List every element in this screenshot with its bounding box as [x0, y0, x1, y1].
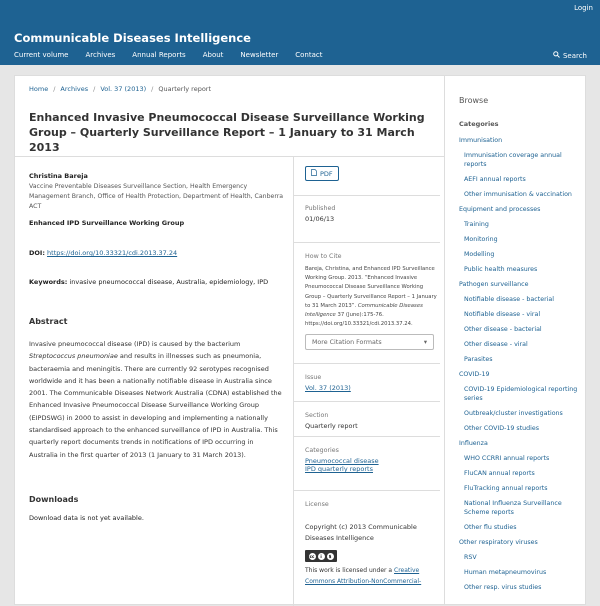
- main-nav: [14, 51, 340, 59]
- category-link[interactable]: Influenza: [459, 440, 488, 447]
- published-date: 01/06/13: [305, 215, 335, 223]
- keywords: [29, 277, 284, 287]
- published-label: Published: [305, 205, 336, 212]
- category-link[interactable]: Pathogen surveillance: [459, 281, 529, 288]
- browse-sidebar: [445, 75, 586, 605]
- section-label: Section: [305, 412, 329, 419]
- subcategory-link[interactable]: Other COVID-19 studies: [464, 425, 540, 432]
- section-block: [293, 401, 440, 436]
- citation-formats-label: More Citation Formats: [312, 338, 382, 346]
- search-label: Search: [562, 51, 587, 60]
- category-link[interactable]: IPD quarterly reports: [305, 465, 373, 473]
- subcategory-link[interactable]: AEFI annual reports: [464, 176, 526, 183]
- categories-block: [293, 436, 440, 490]
- category-link[interactable]: Immunisation: [459, 137, 503, 144]
- license-label: License: [305, 501, 329, 508]
- abstract-text-part: and results in illnesses such as pneumonia, bacteraemia and meningitis. There are currently 92 serotypes recognised worldwide and it has been a nationally notifiable disease in Australia since 2001. The Communicable Diseases Network Australia (CDNA) established the Enhanced Invasive Pneumococcal Disease Surveillance Working Group (EIPDSWG) in 2000 to assist in developing and implementing a nationally standardised approach to the enhanced surveillance of IPD in Australia. This quarterly report documents trends in notifications of IPD occurring in Australia in the first quarter of 2013 (1 January to 31 March 2013).: [29, 352, 282, 459]
- file-icon: [311, 169, 317, 178]
- abstract-text: [29, 338, 284, 461]
- subcategory-link[interactable]: Public health measures: [464, 266, 538, 273]
- category-link[interactable]: Pneumococcal disease: [305, 457, 379, 465]
- breadcrumb-home[interactable]: Home: [29, 85, 49, 93]
- subcategory-link[interactable]: Training: [464, 221, 489, 228]
- breadcrumb-separator: /: [151, 85, 154, 93]
- search-icon: [553, 51, 560, 60]
- category-link[interactable]: COVID-19: [459, 371, 490, 378]
- subcategory-link[interactable]: FluTracking annual reports: [464, 485, 548, 492]
- nc-icon: $: [327, 553, 334, 560]
- subcategory-link[interactable]: Parasites: [464, 356, 493, 363]
- category-list: [459, 136, 581, 598]
- site-title[interactable]: Communicable Diseases Intelligence: [14, 31, 251, 45]
- downloads-text: Download data is not yet available.: [29, 513, 144, 522]
- issue-label: Issue: [305, 374, 322, 381]
- nav-current-volume[interactable]: Current volume: [14, 51, 69, 59]
- citation-journal: Communicable Diseases Intelligence: [305, 302, 423, 319]
- citation-part: 37 (June):175-76. https://doi.org/10.33321/cdi.2013.37.24.: [305, 312, 413, 328]
- license-block: [293, 490, 440, 587]
- subcategory-link[interactable]: Human metapneumovirus: [464, 569, 547, 576]
- subcategory-link[interactable]: Modelling: [464, 251, 495, 258]
- abstract-text-part: Invasive pneumococcal disease (IPD) is caused by the bacterium: [29, 340, 241, 348]
- browse-heading: Browse: [459, 96, 489, 105]
- cite-block: [293, 242, 440, 363]
- nav-newsletter[interactable]: Newsletter: [240, 51, 279, 59]
- nav-about[interactable]: About: [202, 51, 224, 59]
- keywords-label: Keywords:: [29, 278, 68, 286]
- category-link[interactable]: Equipment and processes: [459, 206, 541, 213]
- article-main-column: [29, 172, 284, 522]
- search-link[interactable]: [553, 51, 587, 60]
- license-link[interactable]: Creative Commons Attribution-NonCommercial-: [305, 567, 422, 585]
- cc-icon: cc: [309, 553, 315, 559]
- author-affiliation: Vaccine Preventable Diseases Surveillance Section, Health Emergency Management Branch, Office of Health Protection, Department of Health, Canberra ACT: [29, 183, 284, 210]
- breadcrumb-separator: /: [53, 85, 56, 93]
- downloads-heading: Downloads: [29, 494, 79, 504]
- abstract-species: Streptococcus pneumoniae: [29, 352, 118, 361]
- subcategory-link[interactable]: Notifiable disease - viral: [464, 311, 541, 318]
- subcategory-link[interactable]: FluCAN annual reports: [464, 470, 535, 477]
- subcategory-link[interactable]: RSV: [464, 554, 477, 561]
- article-details-column: [305, 166, 440, 587]
- category-link[interactable]: Other respiratory viruses: [459, 539, 538, 546]
- subcategory-link[interactable]: COVID-19 Epidemiological reporting series: [464, 386, 578, 402]
- doi-link[interactable]: https://doi.org/10.33321/cdi.2013.37.24: [47, 249, 178, 257]
- citation-text: [305, 265, 440, 329]
- subcategory-link[interactable]: Notifiable disease - bacterial: [464, 296, 555, 303]
- breadcrumb-separator: /: [93, 85, 96, 93]
- subcategory-link[interactable]: Monitoring: [464, 236, 498, 243]
- author-group: Enhanced IPD Surveillance Working Group: [29, 219, 185, 227]
- article-title: Enhanced Invasive Pneumococcal Disease Surveillance Working Group – Quarterly Surveillance Report – 1 January to 31 March 2013: [29, 111, 425, 154]
- login-link[interactable]: Login: [574, 4, 593, 12]
- subcategory-link[interactable]: WHO CCRRI annual reports: [464, 455, 550, 462]
- subcategory-link[interactable]: Other disease - viral: [464, 341, 528, 348]
- license-note: [305, 565, 440, 587]
- caret-down-icon: ▾: [423, 338, 427, 346]
- abstract-heading: Abstract: [29, 317, 68, 326]
- section-value: Quarterly report: [305, 422, 358, 430]
- subcategory-link[interactable]: Other disease - bacterial: [464, 326, 542, 333]
- doi: [29, 249, 284, 257]
- pdf-button[interactable]: [305, 166, 339, 181]
- author-name: Christina Bareja: [29, 172, 88, 180]
- issue-link[interactable]: Vol. 37 (2013): [305, 384, 351, 392]
- subcategory-link[interactable]: Other resp. virus studies: [464, 584, 542, 591]
- keywords-value: invasive pneumococcal disease, Australia, epidemiology, IPD: [69, 278, 269, 286]
- pdf-label: PDF: [320, 169, 333, 178]
- breadcrumb: [29, 85, 211, 93]
- doi-label: DOI:: [29, 249, 45, 257]
- published-block: [293, 195, 440, 242]
- copyright-text: Copyright (c) 2013 Communicable Diseases Intelligence: [305, 523, 417, 542]
- divider: [15, 156, 446, 157]
- categories-label: Categories: [305, 447, 339, 454]
- citation-part: Bareja, Christina, and Enhanced IPD Surveillance Working Group. 2013. “Enhanced Invasive Pneumococcal Disease Surveillance Working Group – Quarterly Surveillance Report – 1 January to 31 March 2013”.: [305, 266, 437, 309]
- nav-contact[interactable]: Contact: [295, 51, 323, 59]
- subcategory-link[interactable]: Other immunisation & vaccination: [464, 191, 572, 198]
- by-icon: i: [318, 553, 325, 560]
- cite-label: How to Cite: [305, 253, 342, 260]
- nav-annual-reports[interactable]: Annual Reports: [132, 51, 186, 59]
- subcategory-link[interactable]: National Influenza Surveillance Scheme reports: [464, 500, 562, 516]
- breadcrumb-current: Quarterly report: [158, 85, 212, 93]
- breadcrumb-archives[interactable]: Archives: [60, 85, 89, 93]
- issue-block: [293, 363, 440, 401]
- subcategory-link[interactable]: Outbreak/cluster investigations: [464, 410, 563, 417]
- categories-heading: Categories: [459, 120, 499, 128]
- site-header: [0, 0, 600, 65]
- subcategory-link[interactable]: Immunisation coverage annual reports: [464, 152, 562, 168]
- nav-archives[interactable]: Archives: [85, 51, 116, 59]
- article-panel: [14, 75, 445, 605]
- subcategory-link[interactable]: Other flu studies: [464, 524, 517, 531]
- breadcrumb-volume[interactable]: Vol. 37 (2013): [100, 85, 147, 93]
- citation-formats-dropdown[interactable]: [305, 334, 434, 350]
- license-note-text: This work is licensed under a: [305, 567, 395, 574]
- cc-license-badge[interactable]: [305, 550, 337, 562]
